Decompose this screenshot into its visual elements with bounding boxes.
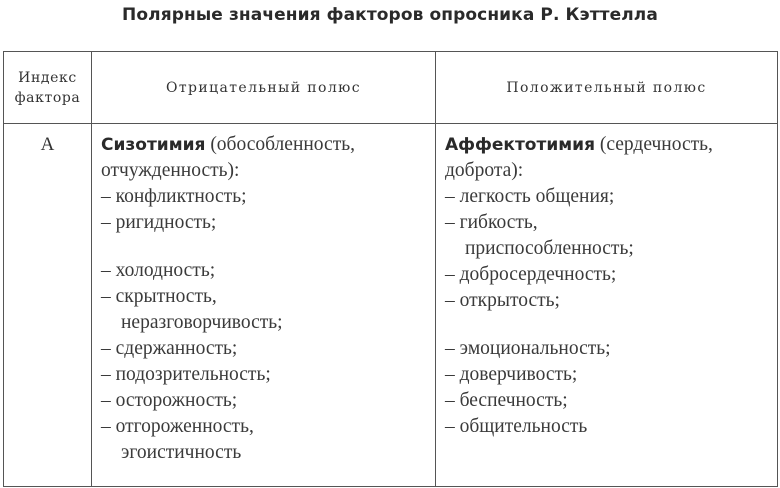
negative-pole-cell: [92, 124, 436, 487]
negative-pole-desc: (обособленность,: [205, 134, 355, 155]
positive-pole-name: Аффектотимия: [445, 135, 595, 155]
list-item: – общительность: [445, 416, 588, 437]
table-header-row: [4, 52, 778, 124]
positive-pole-desc: (сердечность,: [594, 134, 713, 155]
list-item-continuation: приспособленность;: [465, 238, 634, 259]
list-item: – осторожность;: [101, 390, 238, 411]
list-item: – эмоциональность;: [445, 338, 611, 359]
negative-pole-heading: [101, 132, 431, 158]
list-item: – открытость;: [445, 290, 560, 311]
positive-pole-cell: [436, 124, 778, 487]
list-item: – ригидность;: [101, 212, 217, 233]
header-factor-index: [4, 52, 92, 124]
table-row: [4, 124, 778, 487]
header-index-line1: Индекс: [18, 69, 77, 86]
list-item: – холодность;: [101, 260, 216, 281]
positive-pole-desc-cont: доброта):: [445, 160, 524, 181]
header-positive-pole: Положительный полюс: [436, 52, 778, 124]
header-negative-pole: Отрицательный полюс: [92, 52, 436, 124]
negative-pole-name: Сизотимия: [101, 135, 206, 155]
positive-pole-heading: [445, 132, 773, 158]
list-item: – добросердечность;: [445, 264, 617, 285]
list-item: – скрытность,: [101, 286, 217, 307]
negative-pole-desc-cont: отчужденность):: [101, 160, 240, 181]
list-item-continuation: неразговорчивость;: [121, 312, 283, 333]
list-item: – сдержанность;: [101, 338, 238, 359]
list-item: – легкость общения;: [445, 186, 615, 207]
list-item: – подозрительность;: [101, 364, 271, 385]
header-index-line2: фактора: [14, 89, 81, 106]
list-item: – отгороженность,: [101, 416, 254, 437]
list-item: – гибкость,: [445, 212, 538, 233]
list-item: – конфликтность;: [101, 186, 247, 207]
page-title: Полярные значения факторов опросника Р. Кэттелла: [122, 5, 658, 25]
list-item: – беспечность;: [445, 390, 568, 411]
list-item-continuation: эгоистичность: [121, 442, 242, 463]
factor-index-cell: А: [4, 124, 92, 487]
list-item: – доверчивость;: [445, 364, 578, 385]
factor-table: [3, 51, 778, 487]
